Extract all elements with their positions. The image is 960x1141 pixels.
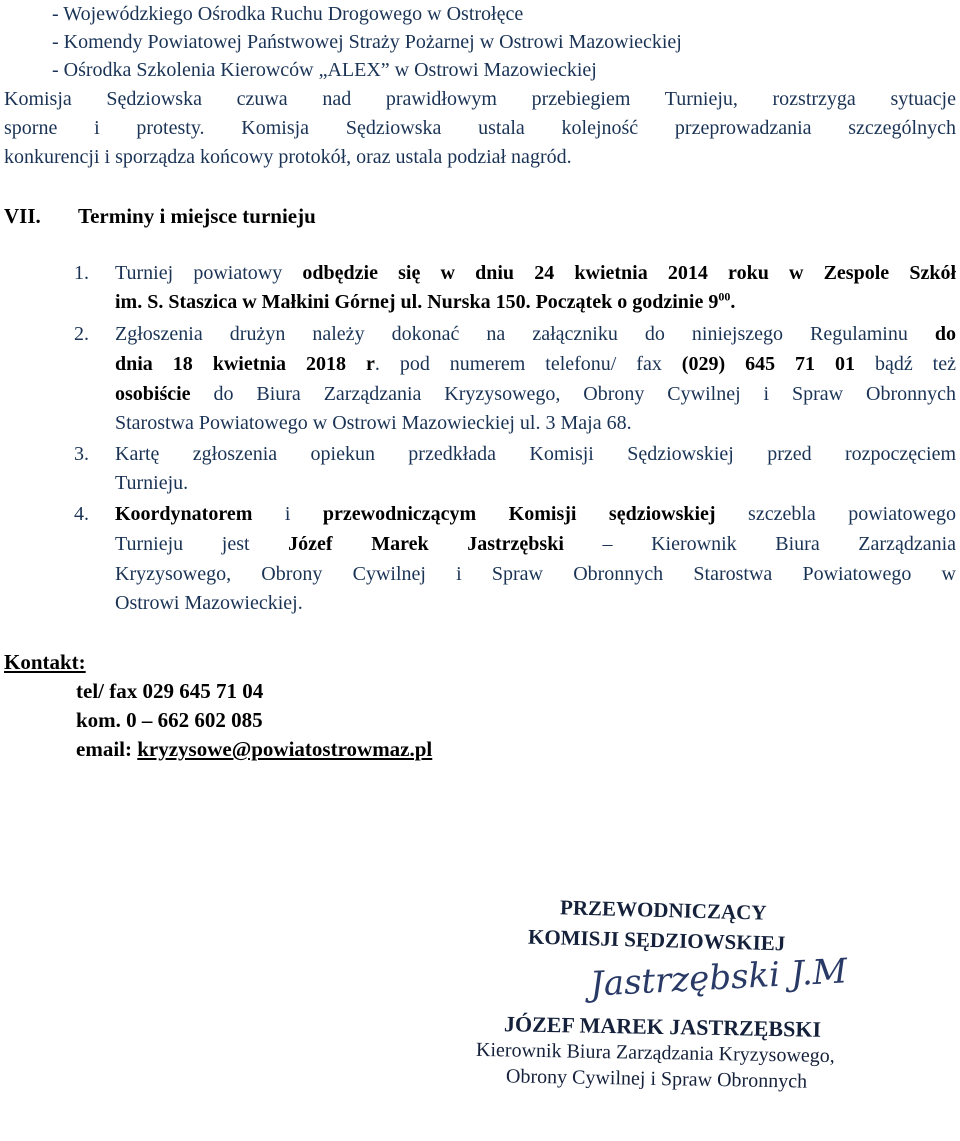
list-item-number: 2. — [74, 323, 89, 345]
intro-paragraph-line: Komisja Sędziowska czuwa nad prawidłowym przebiegiem Turnieju, rozstrzyga sytuacje — [4, 88, 956, 110]
contact-email: email: kryzysowe@powiatostrowmaz.pl — [76, 737, 433, 761]
stamp-role: Kierownik Biura Zarządzania Kryzysowego, — [475, 1038, 835, 1068]
list-item-line: Zgłoszenia drużyn należy dokonać na załączniku do niniejszego Regulaminu do — [115, 323, 956, 345]
contact-mobile: kom. 0 – 662 602 085 — [76, 708, 263, 732]
list-item-line: Turnieju jest Józef Marek Jastrzębski – Kierownik Biura Zarządzania — [115, 533, 957, 555]
list-item-line: Kartę zgłoszenia opiekun przedkłada Komisji Sędziowskiej przed rozpoczęciem — [115, 443, 956, 465]
contact-heading: Kontakt: — [4, 650, 86, 674]
list-item-line: Koordynatorem i przewodniczącym Komisji sędziowskiej szczebla powiatowego — [115, 503, 956, 525]
stamp-title: PRZEWODNICZĄCY — [559, 895, 767, 925]
list-item-number: 4. — [74, 503, 89, 525]
intro-list-item: - Komendy Powiatowej Państwowej Straży Pożarnej w Ostrowi Mazowieckiej — [52, 31, 682, 53]
list-item-line: Kryzysowego, Obrony Cywilnej i Spraw Obronnych Starostwa Powiatowego w — [115, 563, 956, 585]
intro-paragraph-line: konkurencji i sporządza końcowy protokół, oraz ustala podział nagród. — [4, 146, 572, 168]
list-item-line: Ostrowi Mazowieckiej. — [115, 592, 303, 614]
intro-list-item: - Ośrodka Szkolenia Kierowców „ALEX” w Ostrowi Mazowieckiej — [52, 59, 597, 81]
section-number: VII. — [4, 204, 41, 228]
intro-list-item: - Wojewódzkiego Ośrodka Ruchu Drogowego w Ostrołęce — [52, 3, 524, 25]
stamp-role: Obrony Cywilnej i Spraw Obronnych — [505, 1065, 808, 1093]
list-item-line: osobiście do Biura Zarządzania Kryzysowego, Obrony Cywilnej i Spraw Obronnych — [115, 383, 956, 405]
list-item-line: Starostwa Powiatowego w Ostrowi Mazowieckiej ul. 3 Maja 68. — [115, 412, 632, 434]
stamp-name: JÓZEF MAREK JASTRZĘBSKI — [503, 1011, 822, 1042]
contact-phone: tel/ fax 029 645 71 04 — [76, 679, 264, 703]
section-title: Terminy i miejsce turnieju — [78, 204, 316, 228]
signature-stamp — [440, 860, 920, 1140]
list-item-line: Turnieju. — [115, 472, 189, 494]
handwritten-signature: Jastrzębski J.M — [589, 951, 849, 1005]
list-item-line: dnia 18 kwietnia 2018 r. pod numerem telefonu/ fax (029) 645 71 01 bądź też — [115, 353, 956, 375]
list-item-line: im. S. Staszica w Małkini Górnej ul. Nurska 150. Początek o godzinie $9^{00}$. — [115, 289, 736, 313]
list-item-number: 3. — [74, 443, 89, 465]
intro-paragraph-line: sporne i protesty. Komisja Sędziowska ustala kolejność przeprowadzania szczególnych — [4, 117, 956, 139]
list-item-line: Turniej powiatowy odbędzie się w dniu 24 kwietnia 2014 roku w Zespole Szkół — [115, 262, 956, 284]
stamp-title: KOMISJI SĘDZIOWSKIEJ — [527, 924, 786, 956]
list-item-number: 1. — [74, 262, 89, 284]
email-link[interactable]: kryzysowe@powiatostrowmaz.pl — [137, 737, 433, 761]
